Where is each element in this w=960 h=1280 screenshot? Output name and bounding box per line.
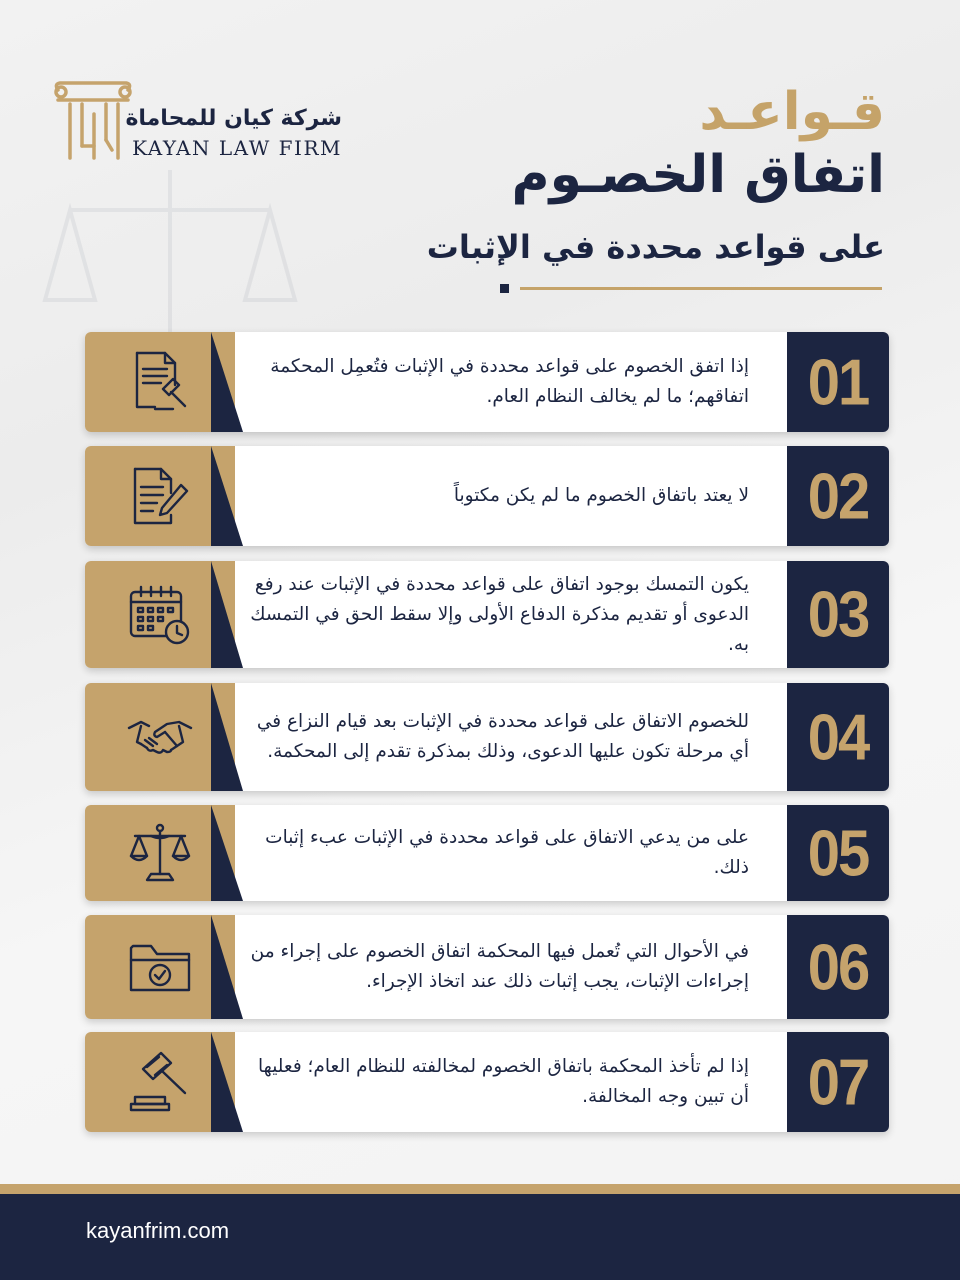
column-emblem-icon (52, 80, 134, 164)
page-title: اتفاق الخصـوم (511, 145, 885, 205)
rule-number: 06 (787, 915, 889, 1019)
rule-number: 04 (787, 683, 889, 791)
rule-card-06 (85, 915, 889, 1019)
rule-card-04 (85, 683, 889, 791)
rule-number: 03 (787, 561, 889, 668)
document-pen-icon (127, 463, 193, 529)
rule-card-07 (85, 1032, 889, 1132)
rule-text: إذا اتفق الخصوم على قواعد محددة في الإثبات فتُعمِل المحكمة اتفاقهم؛ ما لم يخالف النظام العام. (270, 356, 749, 407)
rule-number: 05 (787, 805, 889, 901)
rule-card-05 (85, 805, 889, 901)
title-divider-dot (500, 284, 509, 293)
rule-card-03 (85, 561, 889, 668)
rule-text: إذا لم تأخذ المحكمة باتفاق الخصوم لمخالفته للنظام العام؛ فعليها أن تبين وجه المخالفة. (258, 1056, 749, 1107)
rule-card-02 (85, 446, 889, 546)
title-divider (520, 287, 882, 290)
calendar-clock-icon (127, 582, 193, 648)
website-link[interactable]: kayanfrim.com (86, 1218, 230, 1243)
rule-number: 02 (787, 446, 889, 546)
rule-number: 01 (787, 332, 889, 432)
rule-text: للخصوم الاتفاق على قواعد محددة في الإثبات بعد قيام النزاع في أي مرحلة تكون عليها الدعوى، وذلك بمذكرة تقدم إلى المحكمة. (256, 711, 749, 762)
brand-logo (52, 80, 352, 180)
rule-card-01 (85, 332, 889, 432)
scales-icon (127, 820, 193, 886)
brand-name-english: KAYAN LAW FIRM (132, 136, 342, 160)
footer-bar (0, 1194, 960, 1280)
rule-text: لا يعتد باتفاق الخصوم ما لم يكن مكتوباً (453, 485, 749, 506)
folder-check-icon (127, 934, 193, 1000)
document-gavel-icon (127, 349, 193, 415)
brand-name-arabic: شركة كيان للمحاماة (125, 106, 342, 131)
rule-text: في الأحوال التي تُعمل فيها المحكمة اتفاق الخصوم على إجراء من إجراءات الإثبات، يجب إثبات ذلك عند اتخاذ الإجراء. (250, 941, 749, 992)
footer-gold-line (0, 1184, 960, 1194)
rule-text: يكون التمسك بوجود اتفاق على قواعد محددة في الإثبات عند رفع الدعوى أو تقديم مذكرة الدفاع الأولى وإلا سقط الحق في التمسك به. (250, 573, 749, 655)
title-line-1: قـواعـد (699, 82, 885, 142)
gavel-icon (127, 1049, 193, 1115)
page-subtitle: على قواعد محددة في الإثبات (426, 228, 885, 266)
handshake-icon (127, 704, 193, 770)
rule-number: 07 (787, 1032, 889, 1132)
rule-text: على من يدعي الاتفاق على قواعد محددة في الإثبات عبء إثبات ذلك. (265, 827, 749, 878)
